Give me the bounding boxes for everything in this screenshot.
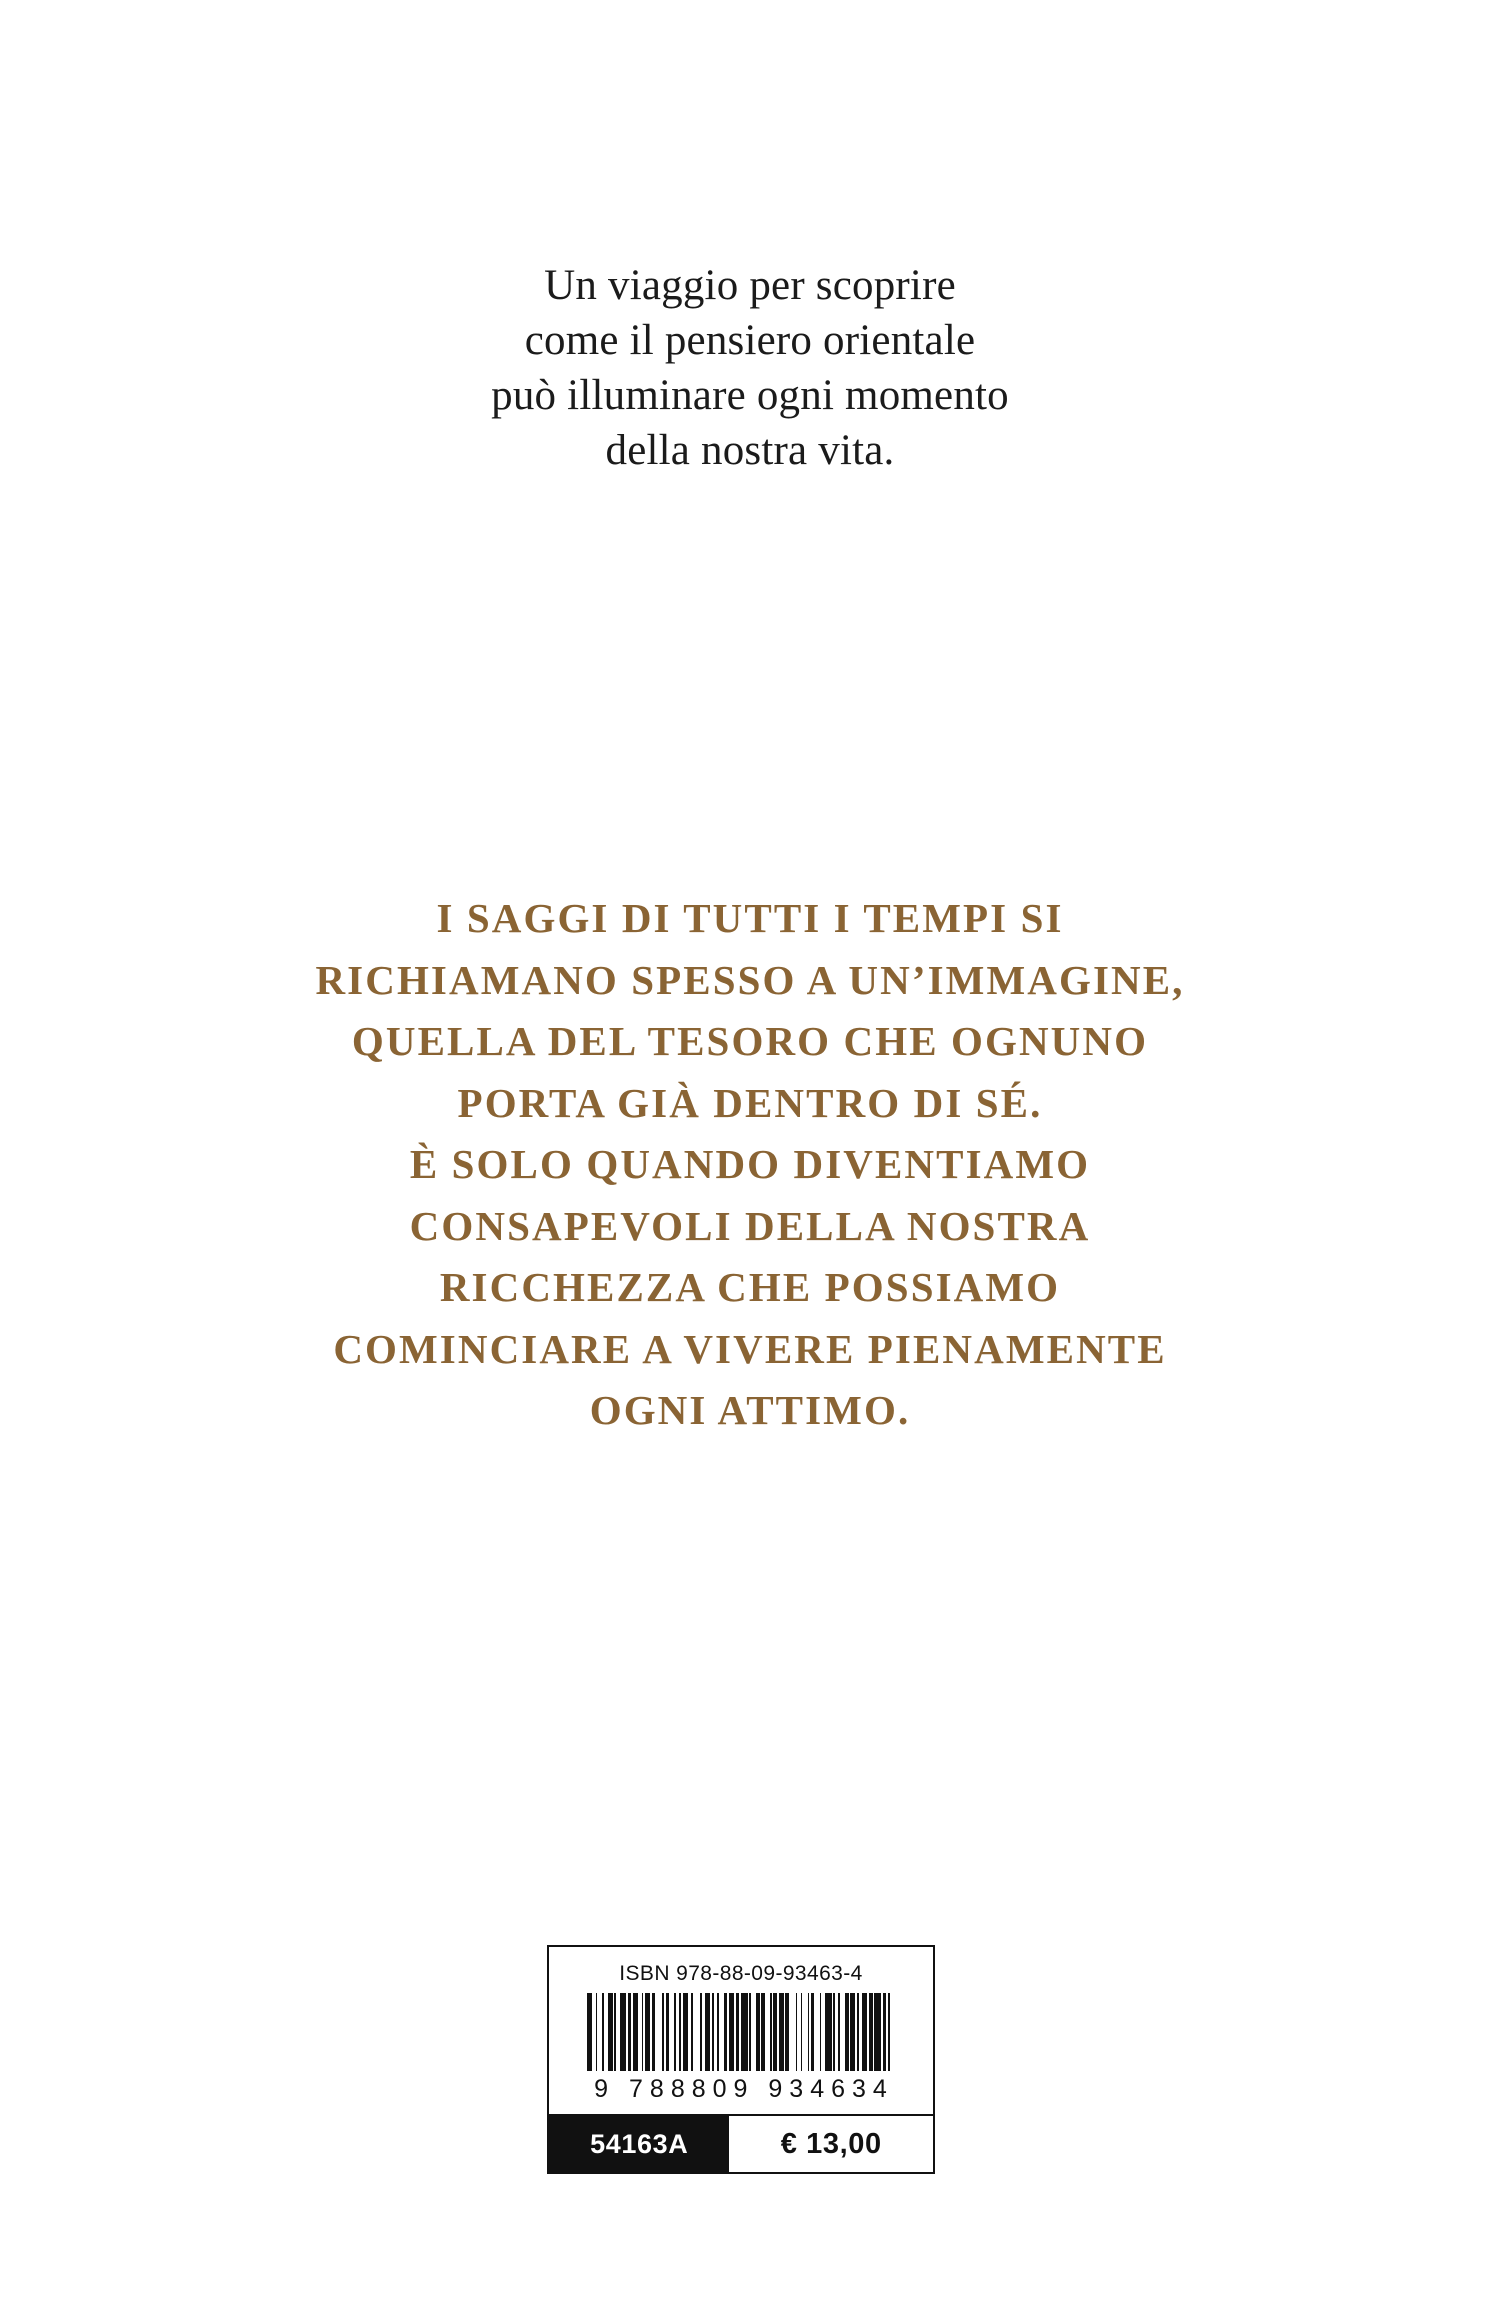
quote-line: OGNI ATTIMO.: [589, 1387, 911, 1433]
barcode-bars: [587, 1993, 895, 2071]
quote-line: COMINCIARE A VIVERE PIENAMENTE: [333, 1325, 1167, 1372]
blurb-line: come il pensiero orientale: [524, 317, 976, 365]
quote-line: I SAGGI DI TUTTI I TEMPI SI: [436, 895, 1064, 941]
product-code: 54163A: [549, 2116, 729, 2172]
isbn-label: ISBN 978-88-09-93463-4: [619, 1962, 863, 1985]
barcode-block: [547, 1945, 935, 2174]
blurb-line: Un viaggio per scoprire: [544, 262, 956, 309]
quote-line: RICCHEZZA CHE POSSIAMO: [439, 1264, 1061, 1310]
ean-digits: 9 788809 934634: [594, 2075, 894, 2103]
blurb-text: [0, 258, 1500, 478]
quote-line: È SOLO QUANDO DIVENTIAMO: [409, 1141, 1091, 1187]
blurb-line: della nostra vita.: [605, 427, 895, 475]
quote-line: PORTA GIÀ DENTRO DI SÉ.: [457, 1079, 1043, 1126]
quote-line: CONSAPEVOLI DELLA NOSTRA: [409, 1202, 1091, 1249]
quote-line: RICHIAMANO SPESSO A UN’IMMAGINE,: [315, 956, 1185, 1003]
price-row: [549, 2114, 933, 2172]
pull-quote: [0, 888, 1500, 1442]
quote-line: QUELLA DEL TESORO CHE OGNUNO: [351, 1018, 1149, 1064]
blurb-line: può illuminare ogni momento: [491, 372, 1009, 420]
price-value: € 13,00: [729, 2116, 933, 2172]
